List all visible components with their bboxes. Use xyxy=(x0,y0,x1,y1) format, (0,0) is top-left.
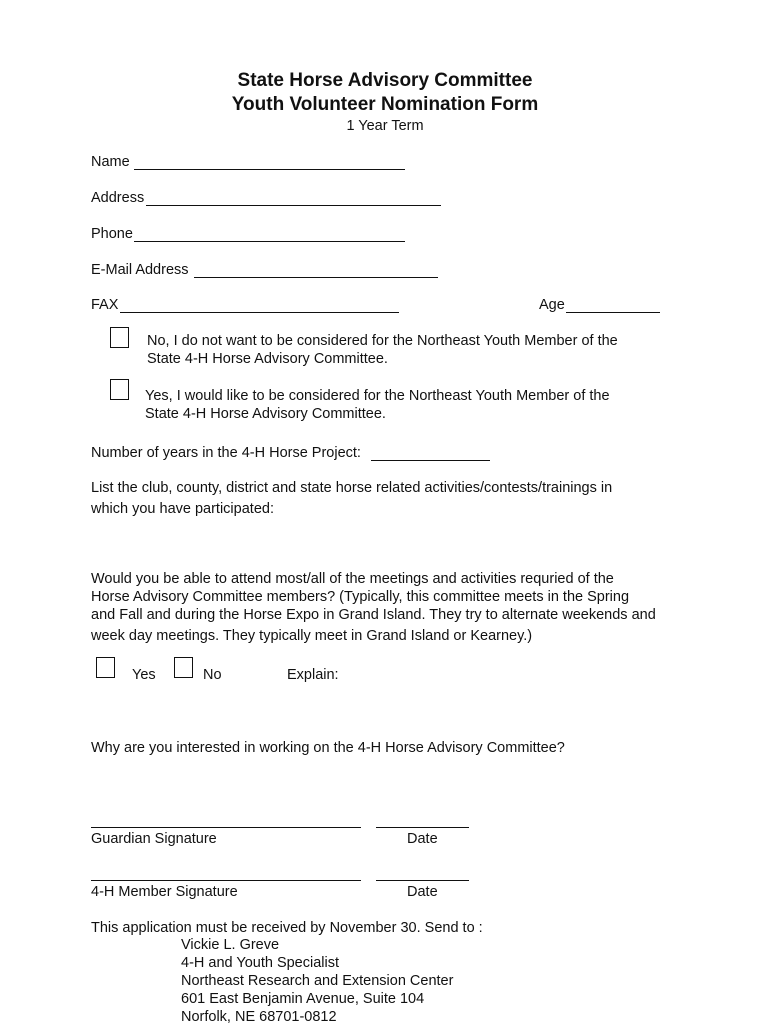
address-line: Vickie L. Greve xyxy=(181,937,280,953)
guardian-date-label: Date xyxy=(407,831,438,847)
name-label: Name xyxy=(91,154,130,170)
years-field[interactable] xyxy=(371,460,490,461)
email-label: E-Mail Address xyxy=(91,262,189,278)
explain-label: Explain: xyxy=(287,667,339,683)
no-consider-text-line1: No, I do not want to be considered for the Northeast Youth Member of the xyxy=(147,333,618,349)
age-field[interactable] xyxy=(566,312,660,313)
address-line: 4-H and Youth Specialist xyxy=(181,955,339,971)
attend-yes-label: Yes xyxy=(132,667,156,683)
member-date-line[interactable] xyxy=(376,880,469,881)
attendance-line1: Would you be able to attend most/all of the meetings and activities requried of the xyxy=(91,571,614,587)
member-date-label: Date xyxy=(407,884,438,900)
member-signature-label: 4-H Member Signature xyxy=(91,884,238,900)
activities-line2: which you have participated: xyxy=(91,501,274,517)
attend-yes-checkbox[interactable] xyxy=(96,657,115,678)
guardian-date-line[interactable] xyxy=(376,827,469,828)
fax-field[interactable] xyxy=(120,312,399,313)
address-line: 601 East Benjamin Avenue, Suite 104 xyxy=(181,991,425,1007)
attendance-line2: Horse Advisory Committee members? (Typically, this committee meets in the Spring xyxy=(91,589,630,605)
form-subtitle: Youth Volunteer Nomination Form xyxy=(231,94,539,115)
attend-no-label: No xyxy=(203,667,222,683)
yes-consider-text-line2: State 4-H Horse Advisory Committee. xyxy=(145,406,386,422)
age-label: Age xyxy=(539,297,565,313)
activities-line1: List the club, county, district and state horse related activities/contests/trainings in xyxy=(91,480,613,496)
interest-question: Why are you interested in working on the 4-H Horse Advisory Committee? xyxy=(91,740,565,756)
member-signature-line[interactable] xyxy=(91,880,361,881)
phone-field[interactable] xyxy=(134,241,405,242)
yes-consider-text-line1: Yes, I would like to be considered for the Northeast Youth Member of the xyxy=(145,388,610,404)
yes-consider-checkbox[interactable] xyxy=(110,379,129,400)
attendance-line4: week day meetings. They typically meet in Grand Island or Kearney.) xyxy=(91,628,533,644)
no-consider-checkbox[interactable] xyxy=(110,327,129,348)
attendance-line3: and Fall and during the Horse Expo in Grand Island. They try to alternate weekends and xyxy=(91,607,656,623)
guardian-signature-label: Guardian Signature xyxy=(91,831,217,847)
attend-no-checkbox[interactable] xyxy=(174,657,193,678)
years-label: Number of years in the 4-H Horse Project: xyxy=(91,445,361,461)
guardian-signature-line[interactable] xyxy=(91,827,361,828)
address-label: Address xyxy=(91,190,145,206)
phone-label: Phone xyxy=(91,226,133,242)
form-title: State Horse Advisory Committee xyxy=(237,70,533,91)
email-field[interactable] xyxy=(194,277,438,278)
name-field[interactable] xyxy=(134,169,405,170)
no-consider-text-line2: State 4-H Horse Advisory Committee. xyxy=(147,351,388,367)
fax-label: FAX xyxy=(91,297,119,313)
address-line: Northeast Research and Extension Center xyxy=(181,973,454,989)
term-label: 1 Year Term xyxy=(346,118,424,134)
address-line: Norfolk, NE 68701-0812 xyxy=(181,1009,337,1025)
address-field[interactable] xyxy=(146,205,441,206)
submission-instruction: This application must be received by November 30. Send to : xyxy=(91,920,483,936)
